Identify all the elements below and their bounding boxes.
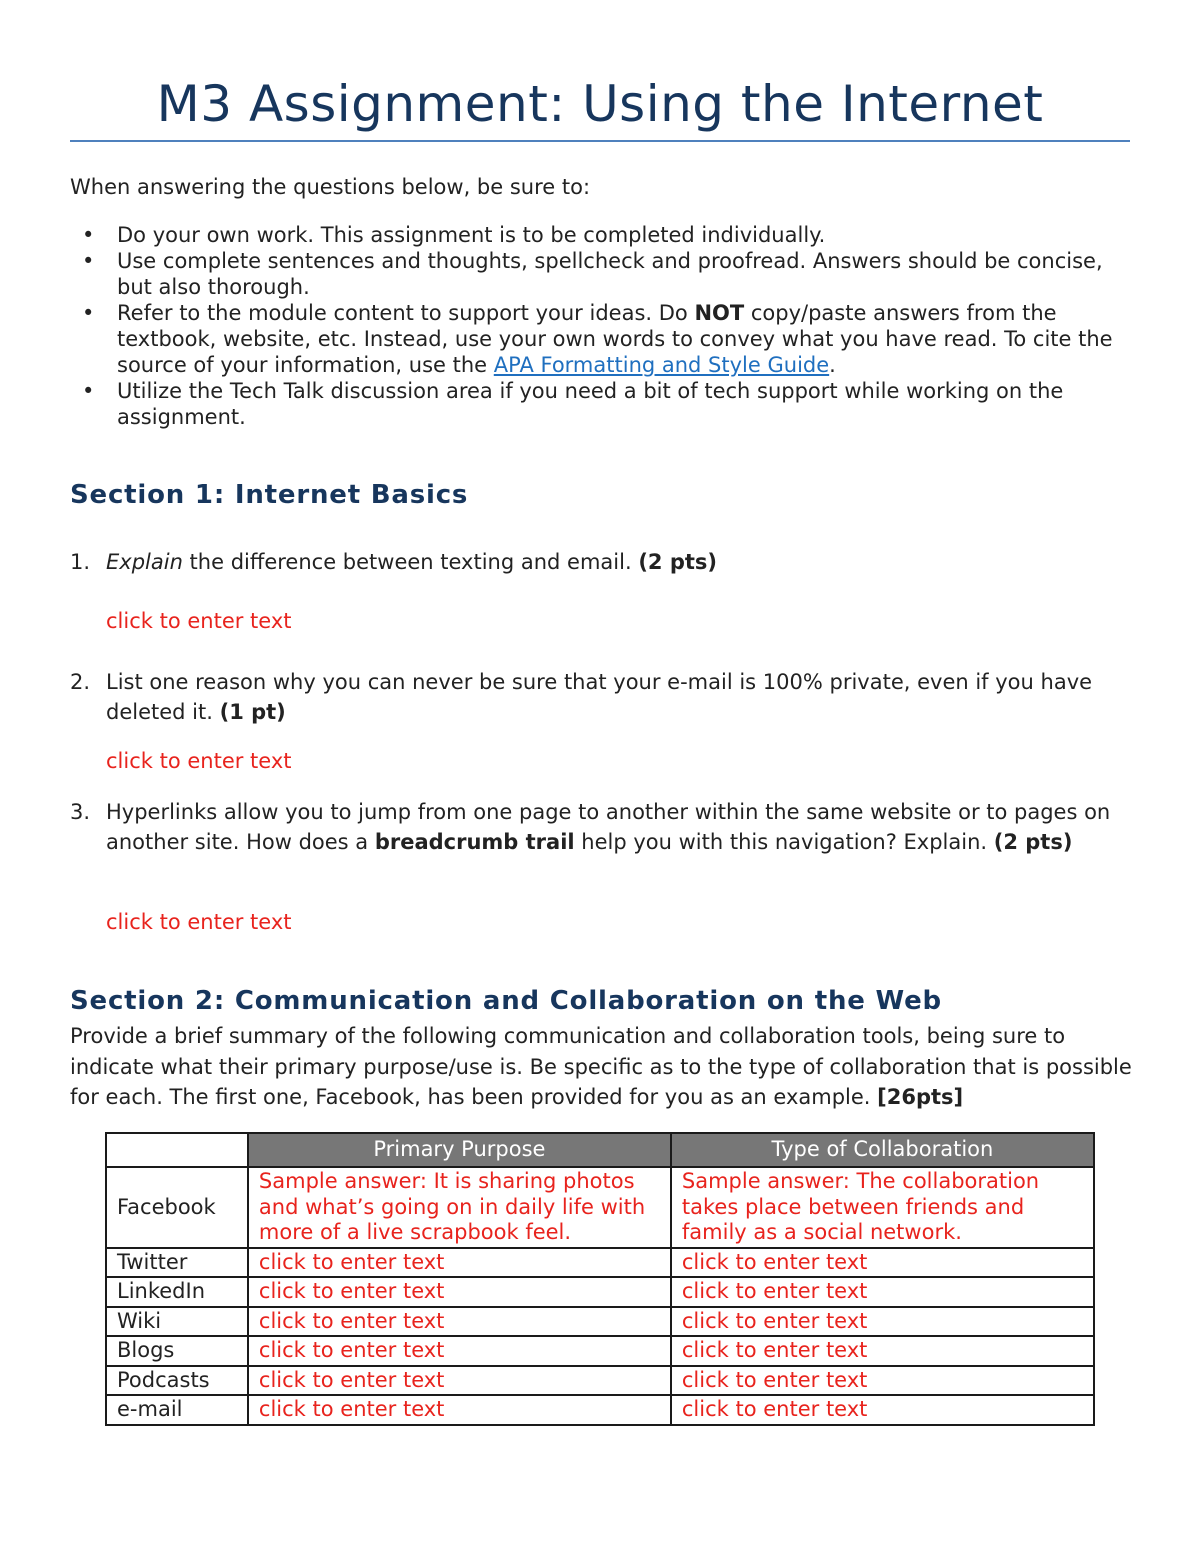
tool-name-cell: Blogs: [106, 1336, 248, 1366]
question-3: 3. Hyperlinks allow you to jump from one page to another within the same website or to pages on another site. How does a breadcrumb trail help you with this navigation? Explain. (2 pts): [70, 800, 1111, 854]
tool-name-cell: Wiki: [106, 1307, 248, 1337]
tool-name-cell: LinkedIn: [106, 1277, 248, 1307]
collaboration-input-cell[interactable]: click to enter text: [671, 1366, 1094, 1396]
document-title: M3 Assignment: Using the Internet: [156, 75, 1044, 133]
bullet-icon: •: [82, 249, 95, 273]
instruction-item: • Utilize the Tech Talk discussion area if you need a bit of tech support while working on the assignment.: [82, 379, 1064, 429]
section2-instructions: Provide a brief summary of the following communication and collaboration tools, being sure to indicate what their primary purpose/use is. Be specific as to the type of collaboration that is possible for each. The first one, Facebook, has been provided for you as an example. [26pts]: [70, 1024, 1132, 1109]
collaboration-input-cell[interactable]: click to enter text: [671, 1395, 1094, 1425]
answer-field-q2[interactable]: click to enter text: [106, 749, 292, 773]
table-row: [106, 1336, 1094, 1366]
table-row: [106, 1307, 1094, 1337]
purpose-input-cell[interactable]: click to enter text: [248, 1366, 671, 1396]
answer-field-q3[interactable]: click to enter text: [106, 910, 292, 934]
purpose-input-cell[interactable]: click to enter text: [248, 1277, 671, 1307]
tool-name-cell: e-mail: [106, 1395, 248, 1425]
table-row: [106, 1395, 1094, 1425]
answer-field-q1[interactable]: click to enter text: [106, 609, 292, 633]
table-header-cell: Primary Purpose: [248, 1133, 671, 1167]
table-row: [106, 1366, 1094, 1396]
table-row: [106, 1167, 1094, 1248]
instruction-item: • Use complete sentences and thoughts, spellcheck and proofread. Answers should be concise, but also thorough.: [82, 249, 1103, 299]
instruction-item: • Refer to the module content to support your ideas. Do NOT copy/paste answers from the textbook, website, etc. Instead, use your own words to convey what you have read. To cite the source of your information, use the APA Formatting and Style Guide.: [82, 301, 1113, 377]
bullet-icon: •: [82, 301, 95, 325]
table-row: [106, 1277, 1094, 1307]
table-header-cell: [106, 1133, 248, 1167]
bullet-icon: •: [82, 223, 95, 247]
table-header-row: [106, 1133, 1094, 1167]
collaboration-cell: Sample answer: The collaboration takes place between friends and family as a social network.: [671, 1167, 1094, 1248]
collaboration-input-cell[interactable]: click to enter text: [671, 1277, 1094, 1307]
instruction-item: • Do your own work. This assignment is to be completed individually.: [82, 223, 826, 247]
purpose-cell: Sample answer: It is sharing photos and what’s going on in daily life with more of a live scrapbook feel.: [248, 1167, 671, 1248]
purpose-input-cell[interactable]: click to enter text: [248, 1395, 671, 1425]
purpose-input-cell[interactable]: click to enter text: [248, 1248, 671, 1278]
collaboration-tools-table: [105, 1132, 1095, 1426]
purpose-input-cell[interactable]: click to enter text: [248, 1336, 671, 1366]
collaboration-input-cell[interactable]: click to enter text: [671, 1336, 1094, 1366]
apa-guide-link[interactable]: APA Formatting and Style Guide: [493, 353, 830, 377]
table-header-cell: Type of Collaboration: [671, 1133, 1094, 1167]
collaboration-input-cell[interactable]: click to enter text: [671, 1307, 1094, 1337]
section1-heading: Section 1: Internet Basics: [70, 480, 469, 510]
tool-name-cell: Twitter: [106, 1248, 248, 1278]
table-row: [106, 1248, 1094, 1278]
question-1: 1. Explain the difference between texting and email. (2 pts): [70, 550, 718, 574]
tool-name-cell: Podcasts: [106, 1366, 248, 1396]
section2-heading: Section 2: Communication and Collaboration on the Web: [70, 986, 942, 1016]
purpose-input-cell[interactable]: click to enter text: [248, 1307, 671, 1337]
question-2: 2. List one reason why you can never be sure that your e-mail is 100% private, even if you have deleted it. (1 pt): [70, 670, 1093, 724]
collaboration-input-cell[interactable]: click to enter text: [671, 1248, 1094, 1278]
bullet-icon: •: [82, 379, 95, 403]
title-divider: [70, 140, 1130, 142]
intro-text: When answering the questions below, be sure to:: [70, 175, 591, 199]
instructions-list: [70, 222, 1140, 430]
tool-name-cell: Facebook: [106, 1167, 248, 1248]
